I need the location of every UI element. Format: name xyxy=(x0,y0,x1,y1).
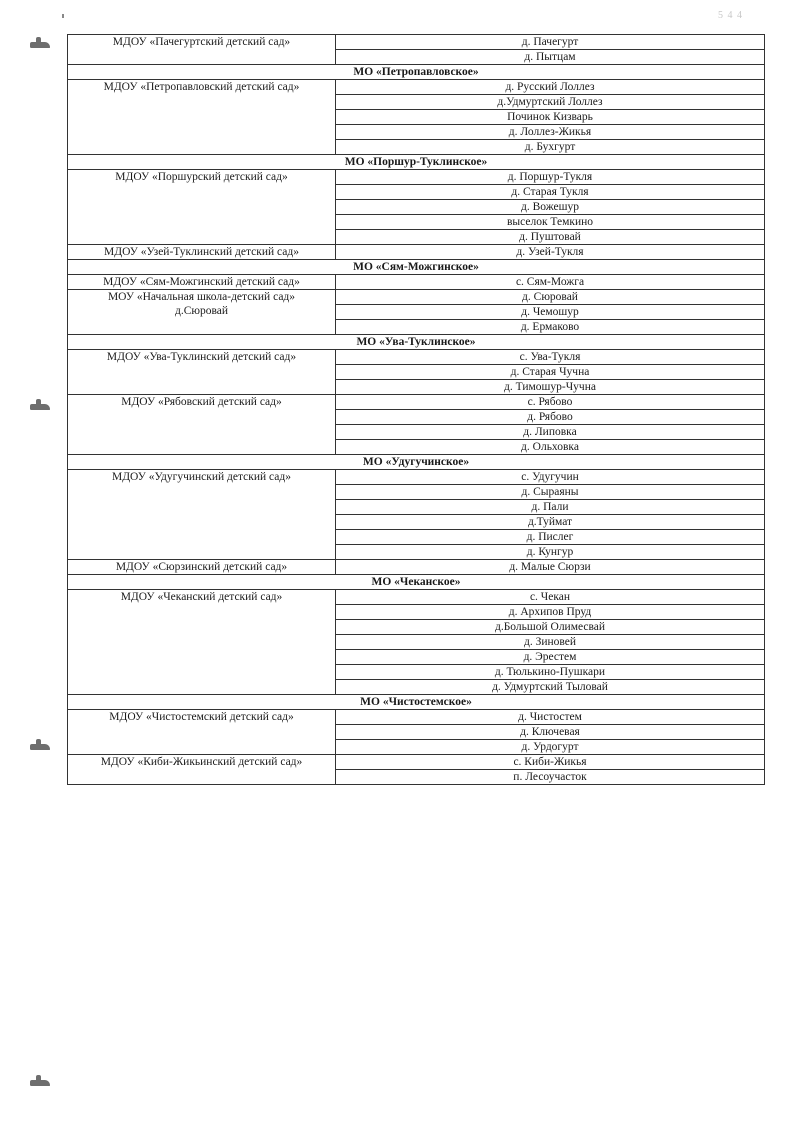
village-cell: д.Удмуртский Лоллез xyxy=(336,95,765,110)
village-cell: с. Удугучин xyxy=(336,470,765,485)
village-cell: д. Пуштовай xyxy=(336,230,765,245)
organization-name-line: МДОУ «Сям-Можгинский детский сад» xyxy=(103,276,300,288)
municipality-row xyxy=(68,260,765,275)
village-cell: д. Ольховка xyxy=(336,440,765,455)
village-cell: с. Рябово xyxy=(336,395,765,410)
table-row xyxy=(68,560,765,575)
organization-cell xyxy=(68,710,336,755)
organization-name-line: МДОУ «Киби-Жикьинский детский сад» xyxy=(100,756,303,768)
organization-cell xyxy=(68,245,336,260)
village-cell: с. Чекан xyxy=(336,590,765,605)
village-cell: д.Большой Олимесвай xyxy=(336,620,765,635)
organization-cell xyxy=(68,275,336,290)
municipality-row xyxy=(68,455,765,470)
binding-hole-mark xyxy=(30,42,50,48)
village-cell: д. Тимошур-Чучна xyxy=(336,380,765,395)
table-row xyxy=(68,35,765,50)
village-cell: д. Узей-Тукля xyxy=(336,245,765,260)
municipality-row xyxy=(68,695,765,710)
village-cell: с. Сям-Можга xyxy=(336,275,765,290)
municipality-heading: МО «Чеканское» xyxy=(68,575,765,590)
organization-cell xyxy=(68,350,336,395)
municipality-heading: МО «Поршур-Туклинское» xyxy=(68,155,765,170)
organization-name-line: МДОУ «Сюрзинский детский сад» xyxy=(115,561,288,573)
table-row xyxy=(68,590,765,605)
village-cell: д. Рябово xyxy=(336,410,765,425)
village-cell: д. Поршур-Тукля xyxy=(336,170,765,185)
village-cell: д. Тюлькино-Пушкари xyxy=(336,665,765,680)
organization-name-line: МОУ «Начальная школа-детский сад» xyxy=(107,291,296,303)
binding-hole-mark xyxy=(30,1080,50,1086)
table-body xyxy=(68,35,765,785)
village-cell: д. Пытцам xyxy=(336,50,765,65)
village-cell: д. Старая Тукля xyxy=(336,185,765,200)
organization-cell xyxy=(68,755,336,785)
table-row xyxy=(68,395,765,410)
table-row xyxy=(68,755,765,770)
organization-cell xyxy=(68,290,336,335)
organization-cell xyxy=(68,35,336,65)
village-cell: д. Сыраяны xyxy=(336,485,765,500)
municipality-row xyxy=(68,575,765,590)
municipality-heading: МО «Чистостемское» xyxy=(68,695,765,710)
organization-cell xyxy=(68,470,336,560)
village-cell: д. Старая Чучна xyxy=(336,365,765,380)
table-row xyxy=(68,290,765,305)
organization-name-line: МДОУ «Удугучинский детский сад» xyxy=(111,471,291,483)
village-cell: с. Киби-Жикья xyxy=(336,755,765,770)
table-row xyxy=(68,170,765,185)
organization-cell xyxy=(68,395,336,455)
table-row xyxy=(68,80,765,95)
scan-dot xyxy=(62,14,64,18)
village-cell: д. Пислег xyxy=(336,530,765,545)
village-cell: д. Бухгурт xyxy=(336,140,765,155)
village-cell: д. Зиновей xyxy=(336,635,765,650)
organization-name-line: МДОУ «Чеканский детский сад» xyxy=(120,591,283,603)
village-cell: д. Лоллез-Жикья xyxy=(336,125,765,140)
village-cell: д.Туймат xyxy=(336,515,765,530)
binding-hole-mark xyxy=(30,744,50,750)
village-cell: д. Удмуртский Тыловай xyxy=(336,680,765,695)
municipality-row xyxy=(68,155,765,170)
village-cell: д. Вожешур xyxy=(336,200,765,215)
municipality-heading: МО «Петропавловское» xyxy=(68,65,765,80)
village-cell: д. Пачегурт xyxy=(336,35,765,50)
table-row xyxy=(68,470,765,485)
municipality-row xyxy=(68,65,765,80)
organization-name-line: д.Сюровай xyxy=(174,305,229,317)
organization-name-line: МДОУ «Пачегуртский детский сад» xyxy=(112,36,291,48)
village-cell: д. Архипов Пруд xyxy=(336,605,765,620)
table-row xyxy=(68,710,765,725)
organization-cell xyxy=(68,80,336,155)
municipality-heading: МО «Ува-Туклинское» xyxy=(68,335,765,350)
village-cell: д. Ермаково xyxy=(336,320,765,335)
organization-cell xyxy=(68,560,336,575)
organization-name-line: МДОУ «Ува-Туклинский детский сад» xyxy=(106,351,297,363)
village-cell: д. Сюровай xyxy=(336,290,765,305)
table-row xyxy=(68,245,765,260)
village-cell: выселок Темкино xyxy=(336,215,765,230)
village-cell: д. Кунгур xyxy=(336,545,765,560)
organization-name-line: МДОУ «Петропавловский детский сад» xyxy=(103,81,300,93)
organization-name-line: МДОУ «Рябовский детский сад» xyxy=(121,396,282,408)
village-cell: д. Пали xyxy=(336,500,765,515)
village-cell: д. Чистостем xyxy=(336,710,765,725)
municipality-row xyxy=(68,335,765,350)
binding-hole-mark xyxy=(30,404,50,410)
page-number: 5 4 4 xyxy=(718,10,743,21)
organization-name-line: МДОУ «Поршурский детский сад» xyxy=(115,171,288,183)
kindergarten-villages-table xyxy=(67,34,765,785)
village-cell: д. Чемошур xyxy=(336,305,765,320)
village-cell: д. Липовка xyxy=(336,425,765,440)
village-cell: д. Малые Сюрзи xyxy=(336,560,765,575)
village-cell: д. Русский Лоллез xyxy=(336,80,765,95)
organization-cell xyxy=(68,590,336,695)
village-cell: д. Эрестем xyxy=(336,650,765,665)
municipality-heading: МО «Сям-Можгинское» xyxy=(68,260,765,275)
table-row xyxy=(68,350,765,365)
organization-cell xyxy=(68,170,336,245)
table-row xyxy=(68,275,765,290)
village-cell: д. Ключевая xyxy=(336,725,765,740)
organization-name-line: МДОУ «Узей-Туклинский детский сад» xyxy=(104,246,299,258)
village-cell: с. Ува-Тукля xyxy=(336,350,765,365)
municipality-heading: МО «Удугучинское» xyxy=(68,455,765,470)
village-cell: Починок Кизварь xyxy=(336,110,765,125)
village-cell: д. Урдогурт xyxy=(336,740,765,755)
village-cell: п. Лесоучасток xyxy=(336,770,765,785)
organization-name-line: МДОУ «Чистостемский детский сад» xyxy=(109,711,294,723)
